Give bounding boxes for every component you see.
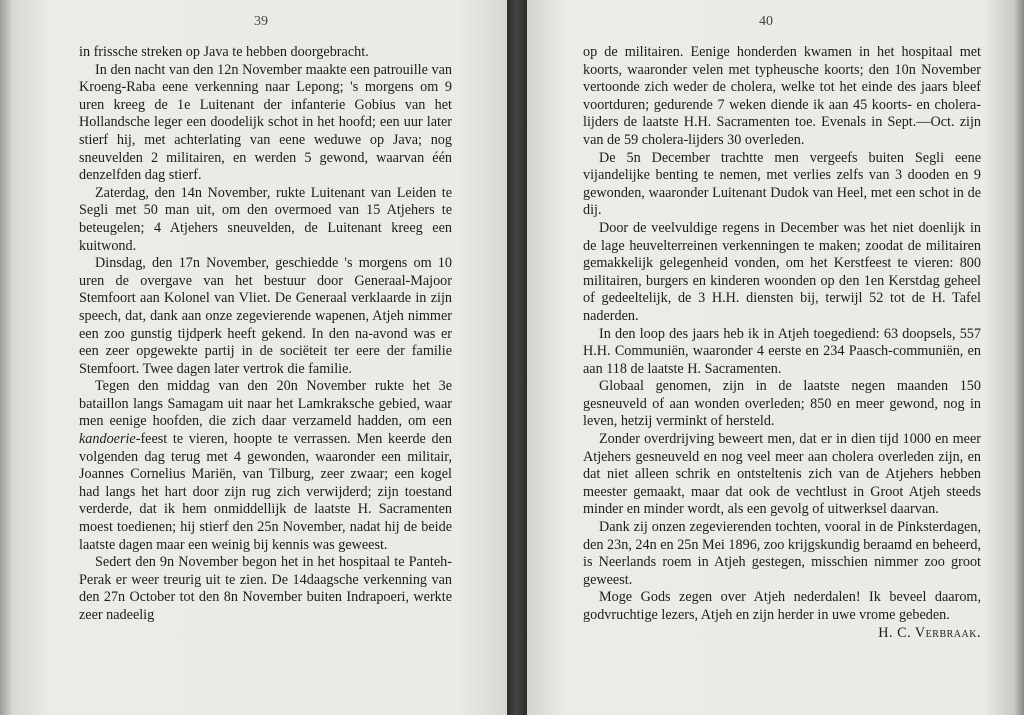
- paragraph: in frissche streken op Java te hebben doorgebracht.: [79, 44, 369, 60]
- paragraph: Zaterdag, den 14n November, rukte Luitenant van Leiden te Segli met 50 man uit, om den overmoed van 15 Atjehers te beteugelen; 4 Atjehers sneuvelden, de Luitenant kreeg een kuitwond.: [79, 184, 452, 254]
- book-gutter: [507, 0, 527, 715]
- paragraph: Door de veelvuldige regens in December was het niet doenlijk in de lage heuvelterreinen verkenningen te maken; zoodat de militairen gemakkelijk gelegenheid vonden, om het Kerstfeest te vieren: 800 militairen, burgers en kinderen woonden op den 1en Kerstdag geheel of gedeeltelijk, de 3 H.H. diensten bij, terwijl 52 tot de H. Tafel naderden.: [583, 219, 981, 324]
- signature: [583, 625, 981, 643]
- author-name: H. C. Verbraak.: [878, 624, 981, 641]
- paragraph: Dank zij onzen zegevierenden tochten, vooral in de Pinksterdagen, den 23n, 24n en 25n Mei 1896, zoo krijgskundig beraamd en beheerd, is Neerlands roem in Atjeh gestegen, misschien nimmer zoo groot geweest.: [583, 519, 981, 588]
- paragraph: De 5n December trachtte men vergeefs buiten Segli eene vijandelijke benting te nemen, met verlies zelfs van 3 dooden en 9 gewonden, waaronder Luitenant Dudok van Heel, met een schot in de dij.: [583, 149, 981, 219]
- page-text: [583, 44, 981, 642]
- page-number: 39: [254, 14, 268, 29]
- paragraph-text: Tegen den middag van den 20n November rukte het 3e bataillon langs Samagam uit naar het Lamkraksche gebied, waar men eenige hoofden, die zich daar verzameld hadden, om een: [79, 378, 452, 430]
- paragraph: Zonder overdrijving beweert men, dat er in dien tijd 1000 en meer Atjehers gesneuveld en nog veel meer aan cholera overleden zijn, en dat niet alleen schrik en ontsteltenis zich van de Atjehers hebben meester gemaakt, maar dat ook de vechtlust in Groot Atjeh steeds minder en minder wordt, als een gevolg of uitwerksel daarvan.: [583, 431, 981, 518]
- paragraph: Sedert den 9n November begon het in het hospitaal te Panteh-Perak er weer treurig uit te zien. De 14daagsche verkenning van den 27n October tot den 8n November buiten Indrapoeri, werkte zeer nadeelig: [79, 554, 452, 623]
- paragraph: In den nacht van den 12n November maakte een patrouille van Kroeng-Raba eene verkenning naar Lepong; 's morgens om 9 uren kreeg de 1e Luitenant der infanterie Gobius van het Hollandsche leger een doodelijk schot in het hoofd; een uur later stierf hij, met achterlating van eene weduwe op Java; nog sneuvelden 2 militairen, en werden 5 gewond, waarvan één denzelfden dag stierf.: [79, 61, 452, 184]
- paragraph: op de militairen. Eenige honderden kwamen in het hospitaal met koorts, waaronder velen met typheusche koorts; den 10n November vertoonde zich weder de cholera, welke tot het einde des jaars bleef voortduren; gedurende 7 weken diende ik aan 45 koorts- en cholera-lijders de laatste H.H. Sacramenten toe. Evenals in Sept.—Oct. zijn van de 59 cholera-lijders 30 overleden.: [583, 44, 981, 148]
- page-number: 40: [759, 14, 773, 29]
- paragraph: Moge Gods zegen over Atjeh nederdalen! Ik beveel daarom, godvruchtige lezers, Atjeh en zijn herder in uwe vrome gebeden.: [583, 589, 981, 623]
- paragraph: [79, 378, 452, 554]
- paragraph: In den loop des jaars heb ik in Atjeh toegediend: 63 doopsels, 557 H.H. Communiën, waaronder 4 eerste en 234 Paasch-communiën, en aan 118 de laatste H. Sacramenten.: [583, 325, 981, 377]
- paragraph: Globaal genomen, zijn in de laatste negen maanden 150 gesneuveld of aan wonden overleden; 850 en meer gewond, nog in leven, hetzij verminkt of hersteld.: [583, 378, 981, 430]
- emphasized-word: kandoerie: [79, 431, 136, 448]
- paragraph: Dinsdag, den 17n November, geschiedde 's morgens om 10 uren de overgave van het bestuur door Generaal-Majoor Stemfoort aan Kolonel van Vliet. De Generaal verklaarde in zijn speech, dat, dank aan onze zegevierende wapenen, Atjeh nimmer een zoo gunstig tijdperk heeft gekend. In den na-avond was er een zeer opgewekte partij in de sociëteit ter eere der familie Stemfoort. Twee dagen later vertrok die familie.: [79, 255, 452, 377]
- right-page: [527, 0, 1024, 715]
- left-page: [0, 0, 507, 715]
- page-text: [79, 44, 452, 625]
- paragraph-text: -feest te vieren, hoopte te verrassen. Men keerde den volgenden dag terug met 4 gewonden, waaronder een militair, Joannes Cornelius Mariën, van Tilburg, zeer zwaar; een kogel had langs het hart door zijn rug zich verwijderd; zijn toestand verderde, dat ik hem onmiddellijk de laatste H. Sacramenten moest toedienen; hij stierf den 25n November, nadat hij de beide laatste dagen maar een weinig bij kennis was geweest.: [79, 431, 452, 553]
